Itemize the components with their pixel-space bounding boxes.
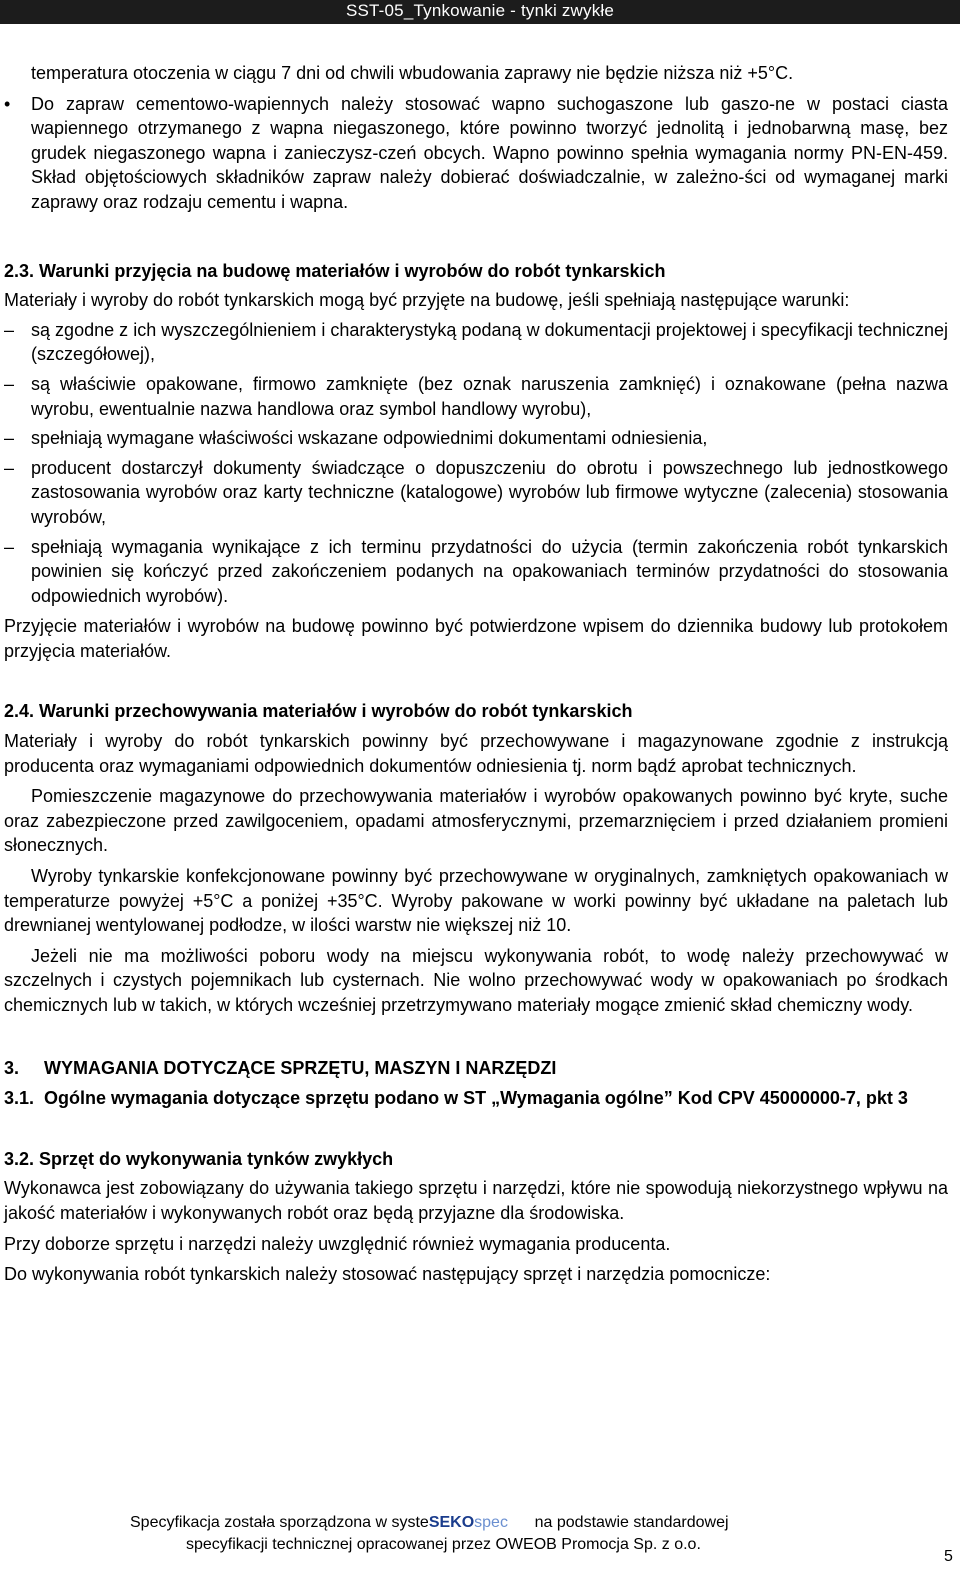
sekospec-logo-sek: SEKO — [428, 1514, 475, 1531]
section-3-2-paragraph: Przy doborze sprzętu i narzędzi należy uwzględnić również wymagania producenta. — [4, 1233, 671, 1254]
list-item-text: spełniają wymagania wynikające z ich terminu przydatności do użycia (termin zakończenia robót tynkarskich powinien się kończyć przed zakończeniem podanych na opakowaniach terminów przydatności do stosowania odpowiednich wyrobów). — [31, 536, 948, 606]
list-item — [4, 456, 948, 530]
list-item-text: są zgodne z ich wyszczególnieniem i charakterystyką podaną w dokumentacji projektowej i specyfikacji technicznej (szczegółowej), — [31, 319, 948, 365]
bullet-mark: • — [4, 93, 11, 114]
list-item — [4, 318, 948, 367]
list-item — [4, 426, 948, 451]
section-2-4-paragraph: Jeżeli nie ma możliwości poboru wody na miejscu wykonywania robót, to wodę należy przechowywać w szczelnych i czystych pojemnikach lub cysternach. Nie wolno przechowywać wody w opakowaniach po środkach chemicznych lub w takich, w których wcześniej przetrzymywano materiały mogące zmienić skład chemiczny wody. — [4, 945, 948, 1015]
document-title: SST-05_Tynkowanie - tynki zwykłe — [345, 1, 615, 20]
bullet-item — [4, 92, 948, 215]
acceptance-conditions-list — [4, 318, 948, 609]
dash-mark: – — [4, 373, 15, 394]
dash-mark: – — [4, 536, 15, 557]
section-2-4-paragraph: Pomieszczenie magazynowe do przechowywania materiałów i wyrobów opakowanych powinno być kryte, suche oraz zabezpieczone przed zawilgoceniem, opadami atmosferycznymi, przemarznięciem i przed działaniem promieni słonecznych. — [4, 786, 948, 856]
section-3-2-paragraph: Do wykonywania robót tynkarskich należy stosować następujący sprzęt i narzędzia pomocnicze: — [4, 1264, 771, 1285]
dash-mark: – — [4, 457, 15, 478]
list-item — [4, 535, 948, 609]
footer-line-1 — [130, 1512, 729, 1534]
footer-text: Specyfikacja została sporządzona w syste — [130, 1514, 429, 1531]
section-2-4-paragraph: Materiały i wyroby do robót tynkarskich powinny być przechowywane i magazynowane zgodnie z instrukcją producenta oraz wymaganiami odpowiednich dokumentów odniesienia tj. norm bądź aprobat technicznych. — [4, 731, 948, 776]
page-content — [4, 61, 948, 1287]
section-2-3-lead: Materiały i wyroby do robót tynkarskich mogą być przyjęte na budowę, jeśli spełniają następujące warunki: — [4, 290, 850, 311]
document-header — [0, 0, 960, 24]
section-3-2-heading: 3.2. Sprzęt do wykonywania tynków zwykłych — [4, 1148, 394, 1169]
section-number: 3. — [4, 1057, 20, 1078]
dash-mark: – — [4, 428, 15, 449]
section-2-3-closing: Przyjęcie materiałów i wyrobów na budowę powinno być potwierdzone wpisem do dziennika budowy lub protokołem przyjęcia materiałów. — [4, 616, 948, 661]
section-3-heading — [4, 1056, 948, 1081]
sekospec-logo-spec: spec — [474, 1514, 508, 1531]
section-2-4-paragraph: Wyroby tynkarskie konfekcjonowane powinny być przechowywane w oryginalnych, zamkniętych opakowaniach w temperaturze powyżej +5°C a poniżej +35°C. Wyroby pakowane w worki powinny być układane na paletach lub drewnianej wentylowanej podłodze, w ilości warstw nie większej niż 10. — [4, 866, 948, 936]
section-3-1-heading — [4, 1086, 948, 1111]
section-2-4-heading: 2.4. Warunki przechowywania materiałów i wyrobów do robót tynkarskich — [4, 701, 633, 722]
footer-line-2: specyfikacji technicznej opracowanej przez OWEOB Promocja Sp. z o.o. — [186, 1536, 701, 1553]
section-title: Ogólne wymagania dotyczące sprzętu podano w ST „Wymagania ogólne” Kod CPV 45000000-7, pkt 3 — [44, 1088, 908, 1109]
bullet-text: Do zapraw cementowo-wapiennych należy stosować wapno suchogaszone lub gaszo-ne w postaci ciasta wapiennego otrzymanego z wapna niegaszonego, które powinno tworzyć jednolitą i jednobarwną masę, bez grudek niegaszonego wapna i zanieczysz-czeń obcych. Wapno powinno spełnia wymagania normy PN-EN-459. Skład objętościowych składników zapraw należy dobierać doświadczalnie, w zależno-ści od wymaganej marki zaprawy oraz rodzaju cementu i wapna. — [31, 93, 948, 212]
page-number: 5 — [944, 1548, 953, 1565]
section-3-2-paragraph: Wykonawca jest zobowiązany do używania takiego sprzętu i narzędzi, które nie spowodują niekorzystnego wpływu na jakość materiałów i wykonywanych robót oraz będą przyjazne dla środowiska. — [4, 1178, 948, 1223]
section-2-3-heading: 2.3. Warunki przyjęcia na budowę materiałów i wyrobów do robót tynkarskich — [4, 260, 666, 281]
list-item-text: producent dostarczył dokumenty świadczące o dopuszczeniu do obrotu i powszechnego lub jednostkowego zastosowania wyrobów oraz karty techniczne (katalogowe) wyrobów lub firmowe wytyczne (zalecenia) stosowania wyrobów, — [31, 457, 948, 527]
list-item — [4, 372, 948, 421]
section-title: WYMAGANIA DOTYCZĄCE SPRZĘTU, MASZYN I NARZĘDZI — [44, 1057, 557, 1078]
list-item-text: są właściwie opakowane, firmowo zamknięte (bez oznak naruszenia zamknięć) i oznakowane (pełna nazwa wyrobu, ewentualnie nazwa handlowa oraz symbol handlowy wyrobu), — [31, 373, 948, 419]
dash-mark: – — [4, 319, 15, 340]
list-item-text: spełniają wymagane właściwości wskazane odpowiednimi dokumentami odniesienia, — [31, 428, 708, 449]
footer-text: na podstawie standardowej — [534, 1514, 729, 1531]
section-number: 3.1. — [4, 1088, 35, 1109]
intro-continuation: temperatura otoczenia w ciągu 7 dni od chwili wbudowania zaprawy nie będzie niższa niż +5°C. — [31, 63, 794, 83]
